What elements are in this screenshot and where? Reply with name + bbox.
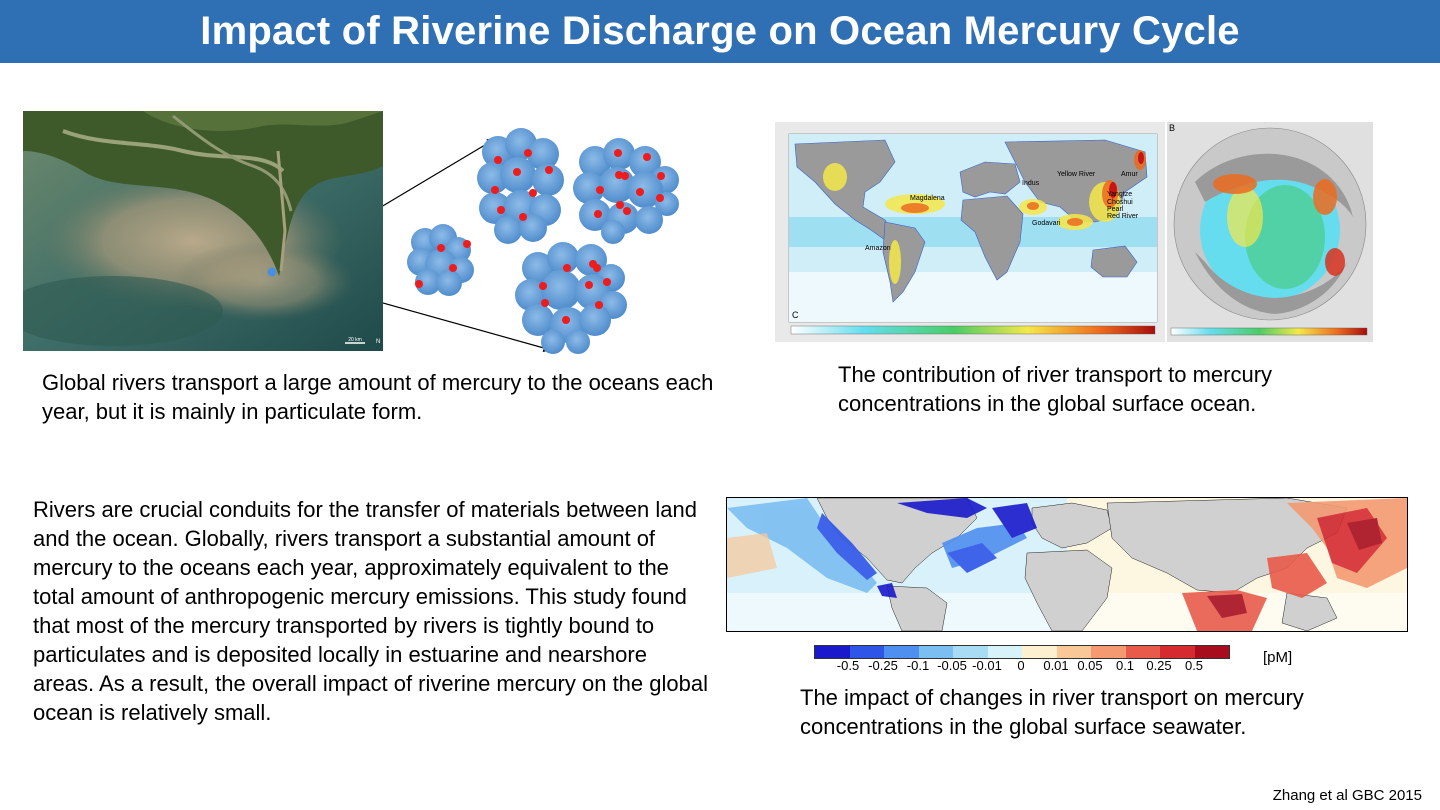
colorbar-tick: -0.1 (906, 658, 930, 673)
colorbar-swatch (1126, 646, 1161, 658)
satellite-image (23, 111, 383, 351)
svg-text:Choshui: Choshui (1107, 199, 1133, 206)
colorbar-tick: -0.25 (868, 658, 898, 673)
colorbar-tick: -0.01 (972, 658, 1002, 673)
svg-text:Amur: Amur (1121, 171, 1138, 178)
colorbar-swatch (815, 646, 850, 658)
particle-cluster (515, 242, 627, 354)
colorbar-unit: [pM] (1263, 649, 1293, 666)
colorbar-swatch (1091, 646, 1126, 658)
svg-text:Godavari: Godavari (1032, 220, 1061, 227)
colorbar-swatch (919, 646, 954, 658)
colorbar-swatch (953, 646, 988, 658)
citation-credit: Zhang et al GBC 2015 (1272, 787, 1422, 804)
caption-river-contribution: The contribution of river transport to mercury concentrations in the global surface ocean. (838, 362, 1273, 416)
colorbar-swatch (1057, 646, 1092, 658)
colorbar-swatch (988, 646, 1023, 658)
colorbar-tick: 0.5 (1184, 658, 1204, 673)
svg-text:N: N (376, 339, 381, 345)
colorbar-swatch (850, 646, 885, 658)
caption-concentration-change: The impact of changes in river transport on mercury concentrations in the global surface seawater. (800, 685, 1304, 739)
caption-particulate-transport: Global rivers transport a large amount of mercury to the oceans each year, but it is mainly in particulate form. (42, 370, 714, 424)
colorbar-tick: 0.1 (1115, 658, 1135, 673)
colorbar-swatch (1160, 646, 1195, 658)
title-bar (0, 0, 1440, 63)
svg-text:C: C (792, 310, 799, 320)
colorbar-swatches (814, 645, 1230, 659)
particle-cluster (573, 138, 679, 244)
summary-paragraph: Rivers are crucial conduits for the transfer of materials between land and the ocean. Globally, rivers transport a substantial amount of mercury to the oceans each year, approximately equivalent to the total amount of anthropogenic mercury emissions. This study found that most of the mercury transported by rivers is tightly bound to particulates and is deposited locally in estuarine and nearshore areas. As a result, the overall impact of riverine mercury on the global ocean is relatively small. (33, 497, 708, 725)
colorbar-swatch (1022, 646, 1057, 658)
svg-text:Red River: Red River (1107, 213, 1139, 220)
svg-text:Yangtze: Yangtze (1107, 191, 1133, 198)
svg-text:B: B (1169, 123, 1176, 133)
colorbar-tick: 0 (1017, 658, 1025, 673)
colorbar-ticks (814, 658, 1234, 674)
particle-cluster (477, 128, 564, 244)
svg-text:Amazon: Amazon (865, 245, 891, 252)
particle-cluster-diagram (383, 120, 683, 360)
colorbar-tick: 0.05 (1077, 658, 1103, 673)
concentration-colorbar (814, 645, 1234, 685)
svg-text:Magdalena: Magdalena (910, 195, 945, 202)
colorbar-tick: -0.05 (937, 658, 967, 673)
concentration-change-map (726, 497, 1408, 632)
colorbar-tick: 0.01 (1043, 658, 1069, 673)
svg-text:Yellow River: Yellow River (1057, 171, 1096, 178)
svg-text:20 km: 20 km (348, 337, 362, 343)
svg-text:Indus: Indus (1022, 180, 1040, 187)
colorbar-swatch (884, 646, 919, 658)
global-river-contribution-map (775, 122, 1375, 342)
colorbar-swatch (1195, 646, 1230, 658)
colorbar-tick: -0.5 (836, 658, 860, 673)
svg-text:Pearl: Pearl (1107, 206, 1124, 213)
slide-title: Impact of Riverine Discharge on Ocean Mercury Cycle (200, 9, 1240, 53)
colorbar-tick: 0.25 (1146, 658, 1172, 673)
